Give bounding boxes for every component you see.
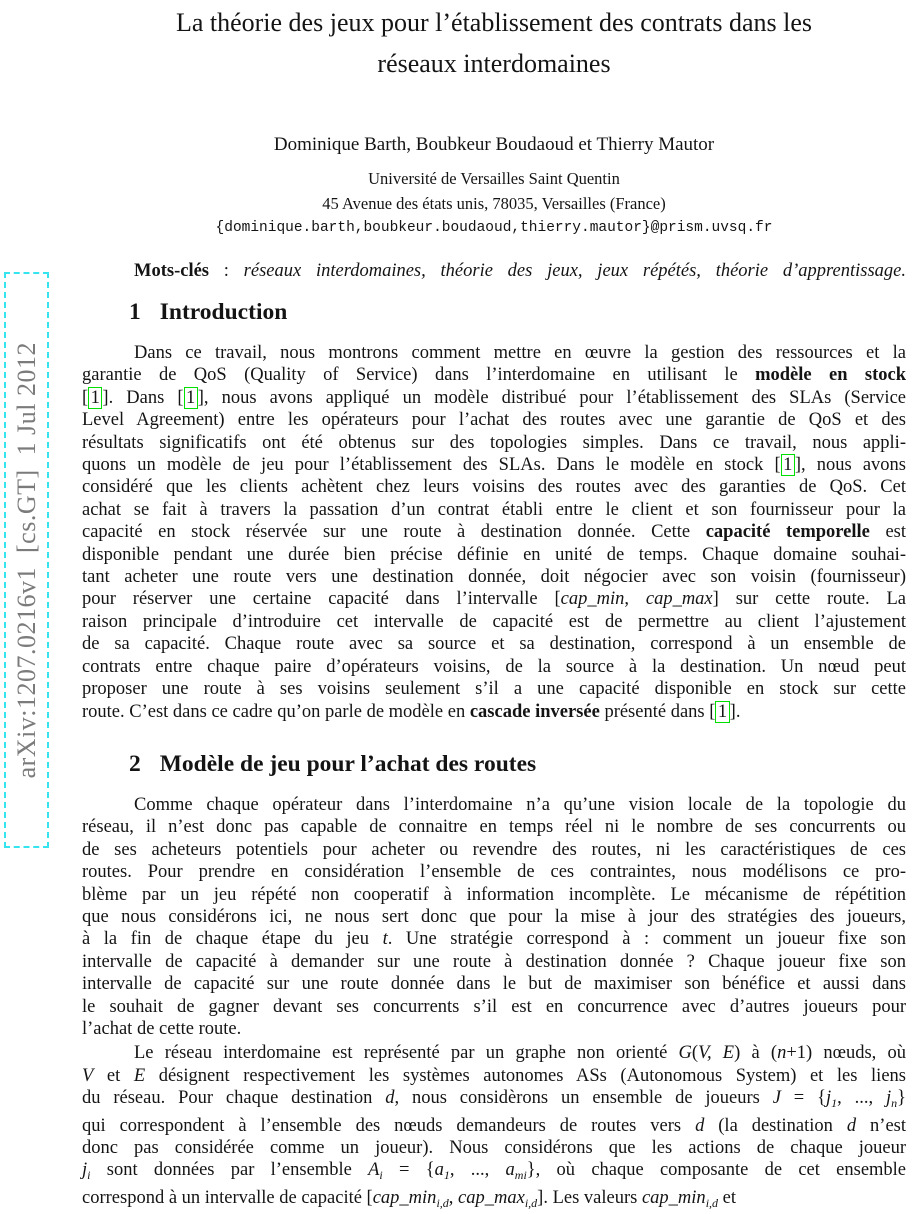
text-segment: i,d <box>524 1195 538 1210</box>
affiliation-line-1: Université de Versailles Saint Quentin <box>368 169 620 188</box>
body-line: contrats entre chaque paire d’opérateurs voisins, de la source à la destination. Un nœud peut <box>82 656 906 677</box>
body-line: V et E désignent respectivement les systèmes autonomes ASs (Autonomous System) et les liens <box>82 1065 906 1086</box>
section <box>82 298 906 723</box>
text-segment: d <box>385 1088 395 1109</box>
text-segment: V, E <box>698 1043 735 1064</box>
text-segment: cap_min <box>641 1187 706 1208</box>
citation-link[interactable]: 1 <box>781 454 795 476</box>
paper-title <box>82 0 906 84</box>
text-segment: j <box>82 1160 88 1181</box>
text-segment: V <box>82 1065 94 1086</box>
text-segment: A <box>368 1160 380 1181</box>
body-line: l’achat de cette route. <box>82 1018 242 1039</box>
text-segment: i <box>87 1168 91 1183</box>
body-line: proposer une route à ses voisins seulement s’il a une capacité disponible en stock sur cette <box>82 679 906 700</box>
text-segment: 1 <box>443 1168 450 1183</box>
body-line: Level Agreement) entre les opérateurs pour l’achat des routes avec une garantie de QoS et des <box>82 410 906 431</box>
body-line: capacité en stock réservée sur une route à destination donnée. Cette capacité temporelle est <box>82 522 907 543</box>
text-segment: cap_max <box>645 589 713 610</box>
affiliation-line-2: 45 Avenue des états unis, 78035, Versailles (France) <box>322 193 666 213</box>
section-heading <box>129 298 906 327</box>
text-segment: n <box>891 1096 898 1111</box>
body-line: raison principale d’introduire cet intervalle de capacité est de permettre au client l’ajustement <box>82 611 906 632</box>
text-segment: d <box>695 1115 705 1136</box>
text-segment: i <box>523 1168 527 1183</box>
paragraph <box>82 794 906 1040</box>
keywords-separator: : <box>209 261 244 281</box>
citation-link[interactable]: 1 <box>715 701 729 723</box>
body-line: de ses acheteurs potentiels pour acheter ou revendre des routes, ni les caractéristiques de ces <box>82 839 906 860</box>
text-segment: capacité temporelle <box>705 522 870 543</box>
body-line: tant acheter une route vers une destination donnée, doit négocier avec son voisin (fournisseur) <box>82 567 906 588</box>
body-line: à la fin de chaque étape du jeu t. Une stratégie correspond à : comment un joueur fixe son <box>82 929 907 950</box>
text-segment: a <box>434 1160 444 1181</box>
body-line: pour réserver une certaine capacité dans l’intervalle [cap_min, cap_max] sur cette route. La <box>82 589 906 610</box>
text-segment: 1 <box>831 1096 838 1111</box>
citation-link[interactable]: 1 <box>88 387 102 409</box>
paragraph <box>82 342 906 723</box>
body-line: quons un modèle de jeu pour l’établissement des SLAs. Dans le modèle en stock [ 1 ], nous avons <box>82 455 906 476</box>
body-line: résultats significatifs ont été obtenus sur des topologies simples. Dans ce travail, nous appli- <box>82 432 906 453</box>
paper-title-line-2: réseaux interdomaines <box>377 49 611 78</box>
authors-email: {dominique.barth,boubkeur.boudaoud,thierry.mautor}@prism.uvsq.fr <box>215 220 773 236</box>
text-segment: i,d <box>436 1195 449 1210</box>
text-segment: modèle en stock <box>755 365 907 386</box>
body-line: route. C’est dans ce cadre qu’on parle de modèle en cascade inversée présenté dans [ 1 ]. <box>82 701 741 722</box>
text-segment: cap_min <box>560 589 625 610</box>
section-title: Modèle de jeu pour l’achat des routes <box>159 750 537 777</box>
keywords-label: Mots-clés <box>134 261 209 281</box>
body-line: Comme chaque opérateur dans l’interdomaine n’a qu’une vision locale de la topologie du <box>134 794 906 815</box>
body-line: considéré que les clients achètent chez leurs voisins des routes avec des garanties de QoS. Cet <box>82 477 906 498</box>
body-line: [ 1 ]. Dans [ 1 ], nous avons appliqué un modèle distribué pour l’établissement des SLAs (Service <box>82 387 906 408</box>
text-segment: i <box>379 1168 383 1183</box>
text-segment: a <box>505 1160 515 1181</box>
section-heading <box>129 750 906 779</box>
text-segment: cap_max <box>458 1187 525 1208</box>
arxiv-stamp-link[interactable]: arXiv:1207.0216v1 [cs.GT] 1 Jul 2012 <box>11 341 41 779</box>
body-line: réseau, il n’est donc pas capable de connaitre en temps réel ni le nombre de ses concurrents ou <box>82 817 906 838</box>
body-line: disponible pendant une durée bien précise définie en unité de temps. Chaque domaine souhai- <box>82 544 906 565</box>
text-segment: E <box>133 1065 146 1086</box>
text-segment: j <box>825 1088 832 1109</box>
keywords-text: réseaux interdomaines, théorie des jeux, jeux répétés, théorie d’apprentissage. <box>243 261 907 281</box>
text-segment: n <box>777 1043 787 1064</box>
text-segment: m <box>514 1168 524 1183</box>
keywords-line <box>82 261 906 282</box>
citation-link[interactable]: 1 <box>184 387 198 409</box>
body-line: donc pas considérée comme un joueur). Nous considérons que les actions de chaque joueur <box>82 1138 906 1158</box>
section-number: 2 <box>129 750 141 777</box>
text-segment: G <box>678 1043 692 1064</box>
body-line: de sa capacité. Chaque route avec sa source et sa destination, correspond à un ensemble de <box>82 634 906 655</box>
body-line: routes. Pour prendre en considération l’ensemble de ces contraintes, nous modélisons ce pro- <box>82 862 906 883</box>
text-segment: d <box>846 1115 857 1136</box>
body-line: intervalle de capacité à demander sur une route à destination donnée ? Chaque joueur fixe son <box>82 951 906 972</box>
body-line: qui correspondent à l’ensemble des nœuds demandeurs de routes vers d (la destination d n’est <box>82 1115 907 1136</box>
text-segment: i,d <box>705 1195 719 1210</box>
paragraph <box>82 1042 906 1214</box>
body-line: Dans ce travail, nous montrons comment mettre en œuvre la gestion des ressources et la <box>134 343 906 363</box>
body-line: achat se fait à travers la passation d’un contrat établi entre le client et son fournisseur pour la <box>82 499 906 520</box>
body-line: Le réseau interdomaine est représenté par un graphe non orienté G(V, E) à (n+1) nœuds, où <box>134 1043 906 1064</box>
section <box>82 750 906 1214</box>
section-number: 1 <box>129 299 141 325</box>
paper-title-line-1: La théorie des jeux pour l’établissement des contrats dans les <box>175 8 813 37</box>
sections-container <box>82 298 906 1214</box>
text-segment: j <box>885 1088 892 1109</box>
body-line: garantie de QoS (Quality of Service) dans l’interdomaine en utilisant le modèle en stock <box>82 365 907 386</box>
text-segment: J <box>772 1088 781 1109</box>
body-line: le souhait de gagner devant ses concurrents s’il est en concurrence avec d’autres joueurs pour <box>82 996 906 1017</box>
section-title: Introduction <box>159 299 288 325</box>
body-line: du réseau. Pour chaque destination d, nous considèrons un ensemble de joueurs $J = \{j_1$, ..., $j_n$} <box>82 1088 907 1111</box>
text-segment: t <box>382 929 388 950</box>
text-segment: cascade inversée <box>469 701 600 722</box>
authors-line: Dominique Barth, Boubkeur Boudaoud et Thierry Mautor <box>273 134 715 155</box>
body-line: $j_i$ sont données par l’ensemble $A_i = \{a_1$, ..., $a_{mi}$}, où chaque composante de cet ensemble <box>82 1160 907 1183</box>
body-line: intervalle de capacité sur une route donnée dans le but de maximiser son bénéfice et aussi dans <box>82 974 906 995</box>
body-line: blème par un jeu répété non cooperatif à information incomplète. Le mécanisme de répétition <box>82 884 906 905</box>
arxiv-stamp <box>4 272 49 848</box>
body-line: que nous considérons ici, ne nous sert donc que pour la mise à jour des stratégies des joueurs, <box>82 906 906 927</box>
text-segment: cap_min <box>372 1187 437 1208</box>
paper-content <box>82 0 906 1214</box>
body-line: correspond à un intervalle de capacité [$cap\_\min_{i,d}$, $cap\_\max_{i,d}$]. Les valeurs $cap\_\min_{i,d}$ et <box>82 1187 737 1210</box>
